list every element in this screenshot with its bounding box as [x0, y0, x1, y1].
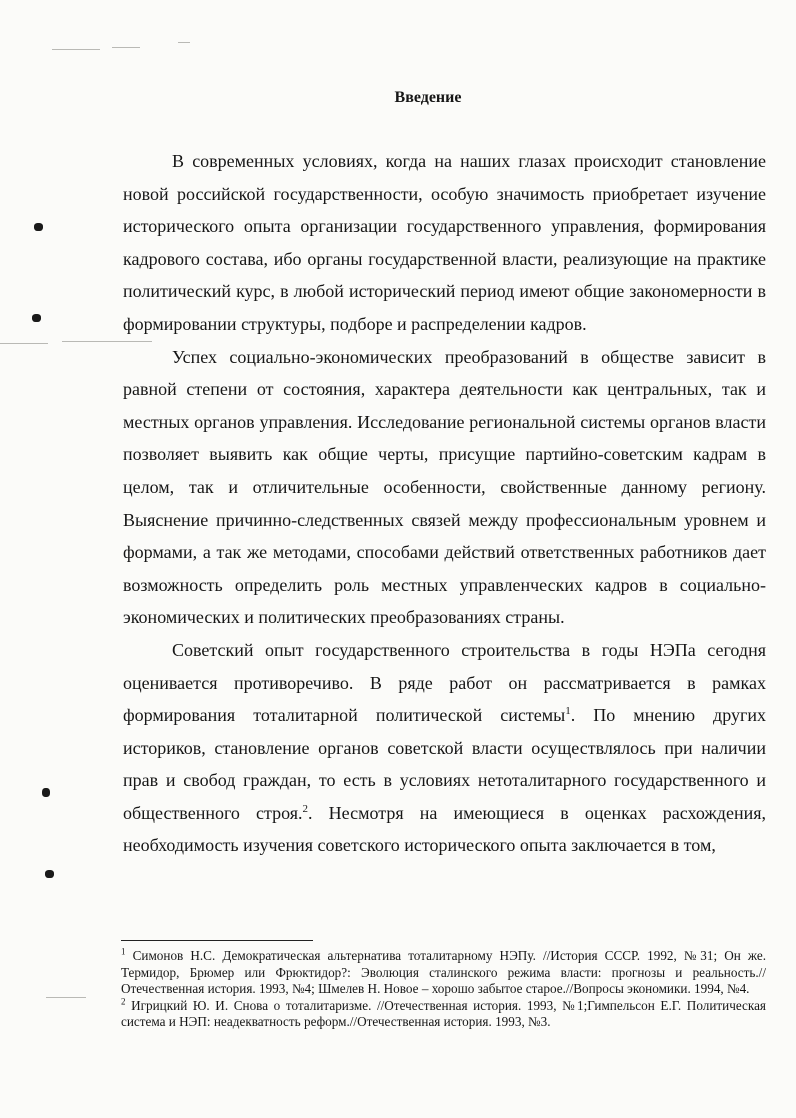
- scan-artifact-line: [178, 42, 190, 43]
- footnote-text: Симонов Н.С. Демократическая альтернатива тоталитарному НЭПу. //История СССР. 1992, №31; Он же. Термидор, Брюмер или Фрюктидор?: Эволюция сталинского режима власти: прогнозы и реальность.//Отечественная история. 1993, №4; Шмелев Н. Новое – хорошо забытое старое.//Вопросы экономики. 1994, №4.: [121, 948, 766, 997]
- paragraph: В современных условиях, когда на наших глазах происходит становление новой российской государственности, особую значимость приобретает изучение исторического опыта организации государственного управления, формирования кадрового состава, ибо органы государственной власти, реализующие на практике политический курс, в любой исторический период имеют общие закономерности в формировании структуры, подборе и распределении кадров.: [123, 151, 766, 334]
- binder-hole-mark: [45, 870, 54, 878]
- scan-artifact-line: [46, 997, 86, 998]
- paragraph: [123, 634, 766, 862]
- main-text: [123, 145, 766, 862]
- scan-artifact-line: [0, 343, 48, 344]
- footnote: [121, 998, 766, 1031]
- paragraph-text: . Несмотря на имеющиеся в оценках расхождения, необходимость изучения советского исторического опыта заключается в том,: [123, 802, 767, 856]
- binder-hole-mark: [34, 223, 43, 231]
- binder-hole-mark: [32, 314, 41, 322]
- footnote-marker: 2: [121, 996, 126, 1007]
- paragraph: Успех социально-экономических преобразований в обществе зависит в равной степени от состояния, характера деятельности как центральных, так и местных органов управления. Исследование региональной системы органов власти позволяет выявить как общие черты, присущие партийно-советским кадрам в целом, так и отличительные особенности, свойственные данному региону. Выяснение причинно-следственных связей между профессиональным уровнем и формами, а так же методами, способами действий ответственных работников дает возможность определить роль местных управленческих кадров в социально-экономических и политических преобразованиях страны.: [123, 346, 766, 628]
- footnote-marker: 1: [121, 946, 126, 957]
- scan-artifact-line: [52, 49, 100, 50]
- footnote-separator: [121, 940, 313, 941]
- binder-hole-mark: [42, 788, 50, 797]
- footnote-ref: 1: [565, 705, 571, 718]
- paragraph-text: Советский опыт государственного строительства в годы НЭПа сегодня оценивается противоречиво. В ряде работ он рассматривается в рамках формирования тоталитарной политической системы: [123, 639, 766, 726]
- paragraph-text: . По мнению других историков, становление органов советской власти осуществлялось при наличии прав и свобод граждан, то есть в условиях нетоталитарного государственного и общественного строя.: [123, 705, 766, 823]
- footnotes: [121, 948, 766, 1031]
- scan-artifact-line: [112, 47, 140, 48]
- page-title: Введение: [394, 89, 462, 106]
- footnote: [121, 948, 766, 998]
- footnote-ref: 2: [302, 802, 309, 815]
- footnote-text: Игрицкий Ю. И. Снова о тоталитаризме. //Отечественная история. 1993, №1;Гимпельсон Е.Г. Политическая система и НЭП: неадекватность реформ.//Отечественная история. 1993, №3.: [121, 997, 766, 1030]
